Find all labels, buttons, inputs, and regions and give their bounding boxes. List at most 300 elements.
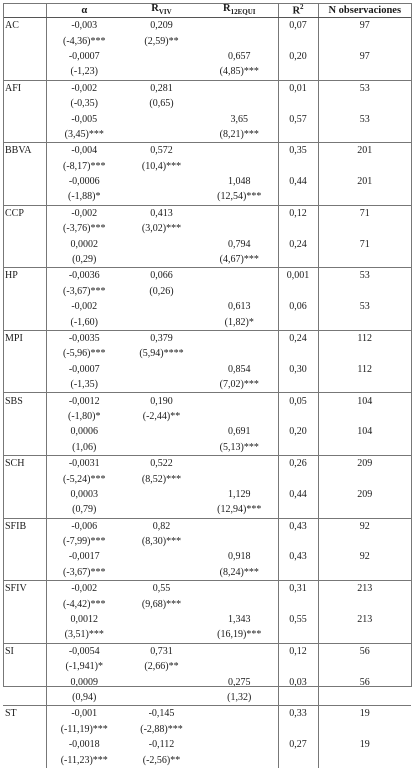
r-viv-cell: 0,731 — [150, 645, 173, 657]
r-viv-cell: 0,55 — [152, 583, 171, 595]
alpha-cell: -0,005 — [46, 111, 122, 126]
entity-label — [3, 752, 46, 767]
r-squared-cell: 0,12 — [278, 205, 318, 221]
table-row — [3, 49, 411, 64]
table-row — [3, 752, 411, 767]
r-12equi-cell: (16,19)*** — [201, 627, 278, 643]
n-observaciones-cell — [318, 752, 411, 767]
r-viv-cell — [122, 189, 201, 205]
alpha-cell: (-8,17)*** — [46, 159, 122, 174]
r-12equi-cell — [201, 346, 278, 361]
r-viv-cell: (9,68)*** — [141, 598, 182, 610]
table-row — [3, 377, 411, 393]
entity-label — [3, 674, 46, 689]
alpha-cell: -0,001 — [46, 706, 122, 722]
alpha-cell: -0,0018 — [46, 737, 122, 752]
header-row — [3, 3, 411, 18]
r-squared-cell — [278, 659, 318, 674]
table-row — [3, 534, 411, 549]
n-observaciones-cell — [318, 627, 411, 643]
alpha-cell: (-11,19)*** — [46, 722, 122, 737]
n-observaciones-cell — [318, 159, 411, 174]
r-viv-cell — [122, 690, 201, 706]
entity-label — [3, 111, 46, 126]
r-viv-cell: (-2,88)*** — [140, 723, 183, 735]
r-12equi-cell — [201, 393, 278, 409]
r-viv-cell: (8,30)*** — [141, 536, 182, 548]
table-row — [3, 299, 411, 314]
alpha-cell: -0,0054 — [46, 643, 122, 659]
r-squared-cell — [278, 502, 318, 518]
table-row — [3, 346, 411, 361]
n-observaciones-cell: 92 — [318, 549, 411, 564]
header-entity — [3, 3, 46, 18]
r-viv-cell — [122, 174, 201, 189]
n-observaciones-cell: 104 — [318, 393, 411, 409]
alpha-cell: (3,45)*** — [46, 127, 122, 143]
r-viv-cell: 0,413 — [150, 207, 173, 219]
n-observaciones-cell — [318, 96, 411, 111]
r-squared-cell — [278, 314, 318, 330]
alpha-cell: -0,0007 — [46, 49, 122, 64]
r-viv-cell: (5,94)**** — [139, 348, 184, 360]
alpha-cell: (1,06) — [46, 440, 122, 456]
r-12equi-cell — [201, 455, 278, 471]
alpha-cell: -0,0031 — [46, 455, 122, 471]
r-12equi-cell: (8,21)*** — [201, 127, 278, 143]
r-viv-cell: (2,66)** — [144, 661, 179, 673]
r-12equi-cell: (12,94)*** — [201, 502, 278, 518]
n-observaciones-cell — [318, 252, 411, 268]
r-squared-cell: 0,05 — [278, 393, 318, 409]
table-row — [3, 268, 411, 284]
n-observaciones-cell: 97 — [318, 18, 411, 34]
r-12equi-cell: (1,82)* — [201, 314, 278, 330]
n-observaciones-cell: 53 — [318, 111, 411, 126]
alpha-cell: (-1,35) — [46, 377, 122, 393]
entity-label — [3, 236, 46, 251]
r-12equi-cell — [201, 18, 278, 34]
alpha-cell: (-3,67)*** — [46, 565, 122, 581]
r-squared-cell: 0,03 — [278, 674, 318, 689]
r-viv-cell: (2,59)** — [144, 35, 179, 47]
alpha-cell: (-5,24)*** — [46, 471, 122, 486]
table-row — [3, 581, 411, 597]
header-r-viv: $R_{VIV}$ — [122, 3, 201, 18]
r-viv-cell — [122, 236, 201, 251]
r-12equi-cell: (5,13)*** — [201, 440, 278, 456]
r-12equi-cell: (12,54)*** — [201, 189, 278, 205]
table-row — [3, 159, 411, 174]
r-viv-cell — [122, 111, 201, 126]
table-row — [3, 487, 411, 502]
r-viv-cell — [122, 424, 201, 439]
table-row — [3, 111, 411, 126]
r-12equi-cell — [201, 581, 278, 597]
entity-label — [3, 502, 46, 518]
entity-label: SI — [5, 645, 14, 657]
r-squared-cell: 0,001 — [278, 268, 318, 284]
n-observaciones-cell — [318, 346, 411, 361]
table-row — [3, 393, 411, 409]
entity-label — [3, 174, 46, 189]
alpha-cell: -0,002 — [46, 299, 122, 314]
r-squared-cell: 0,33 — [278, 706, 318, 722]
entity-label — [3, 737, 46, 752]
r-squared-cell — [278, 64, 318, 80]
r-12equi-cell: 0,275 — [228, 676, 251, 688]
entity-label — [3, 377, 46, 393]
table-row — [3, 174, 411, 189]
alpha-cell: (0,79) — [46, 502, 122, 518]
r-12equi-cell: 0,657 — [228, 50, 251, 62]
r-viv-cell — [122, 49, 201, 64]
n-observaciones-cell: 53 — [318, 299, 411, 314]
r-viv-cell — [122, 674, 201, 689]
r-12equi-cell: 3,65 — [230, 113, 248, 125]
r-squared-cell: 0,44 — [278, 487, 318, 502]
r-squared-cell: 0,57 — [278, 111, 318, 126]
entity-label — [3, 440, 46, 456]
n-observaciones-cell — [318, 722, 411, 737]
entity-label — [3, 534, 46, 549]
r-squared-cell — [278, 440, 318, 456]
table-row — [3, 565, 411, 581]
n-observaciones-cell — [318, 596, 411, 611]
r-squared-cell — [278, 346, 318, 361]
n-observaciones-cell — [318, 565, 411, 581]
entity-label: AC — [5, 20, 19, 32]
table-row — [3, 596, 411, 611]
r-squared-cell: 0,20 — [278, 424, 318, 439]
alpha-cell: -0,002 — [46, 581, 122, 597]
r-squared-cell — [278, 159, 318, 174]
r-12equi-cell — [201, 96, 278, 111]
entity-label: SFIB — [5, 520, 27, 532]
r-12equi-cell — [201, 471, 278, 486]
n-observaciones-cell — [318, 471, 411, 486]
n-observaciones-cell: 56 — [318, 643, 411, 659]
n-observaciones-cell — [318, 33, 411, 48]
table-row — [3, 189, 411, 205]
r-12equi-cell: (7,02)*** — [201, 377, 278, 393]
r-12equi-cell: 1,048 — [228, 176, 251, 188]
r-12equi-cell — [201, 737, 278, 752]
r-viv-cell — [122, 127, 201, 143]
alpha-cell: -0,0006 — [46, 174, 122, 189]
r-squared-cell: 0,06 — [278, 299, 318, 314]
alpha-cell: 0,0009 — [46, 674, 122, 689]
alpha-cell: (-1,23) — [46, 64, 122, 80]
r-viv-cell: 0,82 — [152, 520, 171, 532]
table-row — [3, 455, 411, 471]
n-observaciones-cell: 97 — [318, 49, 411, 64]
n-observaciones-cell: 53 — [318, 80, 411, 96]
n-observaciones-cell — [318, 127, 411, 143]
r-viv-cell: (3,02)*** — [141, 223, 182, 235]
r-viv-cell: -0,145 — [148, 708, 175, 720]
entity-label — [3, 299, 46, 314]
r-12equi-cell — [201, 80, 278, 96]
entity-label — [3, 690, 46, 706]
alpha-cell: -0,0007 — [46, 362, 122, 377]
r-viv-cell: 0,572 — [150, 145, 173, 157]
table-row — [3, 284, 411, 299]
table-row — [3, 674, 411, 689]
alpha-cell: (3,51)*** — [46, 627, 122, 643]
r-12equi-cell: (1,32) — [201, 690, 278, 706]
entity-label: SFIV — [5, 583, 27, 595]
r-squared-cell: 0,55 — [278, 612, 318, 627]
alpha-cell: (-4,42)*** — [46, 596, 122, 611]
n-observaciones-cell: 213 — [318, 612, 411, 627]
entity-label — [3, 362, 46, 377]
alpha-cell: 0,0012 — [46, 612, 122, 627]
r-viv-cell — [122, 549, 201, 564]
alpha-cell: (-4,36)*** — [46, 33, 122, 48]
r-squared-cell: 0,24 — [278, 330, 318, 346]
alpha-cell: (0,94) — [46, 690, 122, 706]
r-squared-cell: 0,31 — [278, 581, 318, 597]
n-observaciones-cell: 209 — [318, 487, 411, 502]
r-viv-cell — [122, 440, 201, 456]
table-row — [3, 33, 411, 48]
r-12equi-cell — [201, 268, 278, 284]
entity-label — [3, 659, 46, 674]
r-viv-cell — [122, 487, 201, 502]
r-12equi-cell: 1,129 — [228, 488, 251, 500]
entity-label — [3, 189, 46, 205]
r-12equi-cell — [201, 284, 278, 299]
r-squared-cell — [278, 471, 318, 486]
entity-label: ST — [5, 708, 17, 720]
entity-label — [3, 487, 46, 502]
alpha-cell: (-5,96)*** — [46, 346, 122, 361]
r-squared-cell: 0,43 — [278, 518, 318, 534]
r-squared-cell — [278, 33, 318, 48]
entity-label — [3, 314, 46, 330]
entity-label — [3, 159, 46, 174]
r-12equi-cell — [201, 143, 278, 159]
r-12equi-cell — [201, 596, 278, 611]
entity-label: CCP — [5, 207, 24, 219]
r-12equi-cell: 0,854 — [228, 363, 251, 375]
alpha-cell: (-7,99)*** — [46, 534, 122, 549]
r-squared-cell: 0,26 — [278, 455, 318, 471]
n-observaciones-cell — [318, 377, 411, 393]
r-12equi-cell: (8,24)*** — [201, 565, 278, 581]
entity-label — [3, 284, 46, 299]
alpha-cell: -0,003 — [46, 18, 122, 34]
r-12equi-cell: (4,67)*** — [201, 252, 278, 268]
entity-label: SBS — [5, 395, 23, 407]
r-12equi-cell — [201, 409, 278, 424]
r-squared-cell: 0,35 — [278, 143, 318, 159]
entity-label: MPI — [5, 333, 23, 344]
r-viv-cell — [122, 299, 201, 314]
r-viv-cell: 0,281 — [150, 82, 173, 94]
n-observaciones-cell: 19 — [318, 706, 411, 722]
r-12equi-cell: 0,691 — [228, 426, 251, 438]
table-row — [3, 314, 411, 330]
alpha-cell: (0,29) — [46, 252, 122, 268]
r-viv-cell: (-2,44)** — [142, 410, 181, 422]
r-12equi-cell — [201, 722, 278, 737]
r-viv-cell: (8,52)*** — [141, 473, 182, 485]
entity-label — [3, 722, 46, 737]
n-observaciones-cell: 209 — [318, 455, 411, 471]
table-row — [3, 722, 411, 737]
r-viv-cell — [122, 314, 201, 330]
entity-label: HP — [5, 270, 18, 282]
r-viv-cell: (10,4)*** — [141, 160, 182, 172]
r-12equi-cell — [201, 706, 278, 722]
r-12equi-cell: 1,343 — [228, 614, 251, 626]
r-viv-cell: (0,65) — [149, 98, 174, 110]
table-row — [3, 440, 411, 456]
r-12equi-cell: (4,85)*** — [201, 64, 278, 80]
r-squared-cell: 0,24 — [278, 236, 318, 251]
n-observaciones-cell: 201 — [318, 143, 411, 159]
r-12equi-cell — [201, 643, 278, 659]
table-row — [3, 706, 411, 722]
entity-label: SCH — [5, 458, 25, 470]
n-observaciones-cell: 92 — [318, 518, 411, 534]
r-squared-cell — [278, 752, 318, 767]
r-viv-cell — [122, 565, 201, 581]
r-viv-cell: (-2,56)** — [142, 754, 181, 766]
header-n-observaciones: N observaciones — [318, 3, 411, 18]
alpha-cell: -0,0035 — [46, 330, 122, 346]
table-row — [3, 409, 411, 424]
r-squared-cell — [278, 409, 318, 424]
alpha-cell: -0,0012 — [46, 393, 122, 409]
r-12equi-cell — [201, 659, 278, 674]
n-observaciones-cell — [318, 314, 411, 330]
entity-label — [3, 346, 46, 361]
table-row — [3, 96, 411, 111]
n-observaciones-cell: 56 — [318, 674, 411, 689]
r-viv-cell — [122, 252, 201, 268]
entity-label — [3, 424, 46, 439]
r-viv-cell: 0,190 — [150, 395, 173, 407]
r-12equi-cell — [201, 330, 278, 346]
table-row — [3, 627, 411, 643]
entity-label — [3, 127, 46, 143]
alpha-cell: (-3,76)*** — [46, 221, 122, 236]
header-alpha: α — [46, 3, 122, 18]
entity-label — [3, 252, 46, 268]
r-squared-cell — [278, 252, 318, 268]
table-row — [3, 236, 411, 251]
r-12equi-cell — [201, 518, 278, 534]
entity-label — [3, 49, 46, 64]
n-observaciones-cell: 201 — [318, 174, 411, 189]
r-12equi-cell — [201, 752, 278, 767]
table-row — [3, 127, 411, 143]
entity-label — [3, 96, 46, 111]
n-observaciones-cell — [318, 221, 411, 236]
r-squared-cell — [278, 189, 318, 205]
r-12equi-cell — [201, 221, 278, 236]
r-12equi-cell: 0,613 — [228, 301, 251, 313]
table-row — [3, 221, 411, 236]
r-viv-cell: -0,112 — [148, 739, 175, 751]
table-row — [3, 737, 411, 752]
table-row — [3, 80, 411, 96]
r-viv-cell: (0,26) — [149, 285, 174, 297]
alpha-cell: -0,002 — [46, 80, 122, 96]
table-row — [3, 143, 411, 159]
r-12equi-cell: 0,794 — [228, 238, 251, 250]
r-squared-cell: 0,12 — [278, 643, 318, 659]
n-observaciones-cell: 112 — [318, 330, 411, 346]
r-squared-cell: 0,20 — [278, 49, 318, 64]
table-row — [3, 502, 411, 518]
table-row — [3, 471, 411, 486]
entity-label — [3, 549, 46, 564]
entity-label — [3, 627, 46, 643]
alpha-cell: -0,002 — [46, 205, 122, 221]
r-squared-cell — [278, 596, 318, 611]
table-row — [3, 690, 411, 706]
r-squared-cell — [278, 627, 318, 643]
table-row — [3, 252, 411, 268]
r-squared-cell — [278, 127, 318, 143]
r-viv-cell — [122, 612, 201, 627]
entity-label — [3, 565, 46, 581]
r-viv-cell — [122, 502, 201, 518]
r-squared-cell: 0,27 — [278, 737, 318, 752]
alpha-cell: 0,0003 — [46, 487, 122, 502]
r-12equi-cell: 0,918 — [228, 551, 251, 563]
table-row — [3, 424, 411, 439]
n-observaciones-cell: 104 — [318, 424, 411, 439]
alpha-cell: (-1,60) — [46, 314, 122, 330]
r-viv-cell: 0,209 — [150, 20, 173, 32]
alpha-cell: (-0,35) — [46, 96, 122, 111]
entity-label — [3, 596, 46, 611]
alpha-cell: -0,0036 — [46, 268, 122, 284]
table-row — [3, 659, 411, 674]
table-row — [3, 18, 411, 34]
table-row — [3, 549, 411, 564]
n-observaciones-cell — [318, 440, 411, 456]
regression-table — [3, 3, 411, 768]
n-observaciones-cell — [318, 284, 411, 299]
entity-label — [3, 221, 46, 236]
r-squared-cell — [278, 534, 318, 549]
alpha-cell: (-1,80)* — [46, 409, 122, 424]
alpha-cell: 0,0002 — [46, 236, 122, 251]
table-row — [3, 330, 411, 346]
table-row — [3, 612, 411, 627]
alpha-cell: (-1,941)* — [46, 659, 122, 674]
r-12equi-cell — [201, 205, 278, 221]
r-squared-cell — [278, 377, 318, 393]
r-squared-cell: 0,07 — [278, 18, 318, 34]
r-12equi-cell — [201, 159, 278, 174]
r-viv-cell: 0,379 — [150, 333, 173, 344]
entity-label — [3, 471, 46, 486]
r-squared-cell — [278, 284, 318, 299]
entity-label — [3, 409, 46, 424]
n-observaciones-cell — [318, 502, 411, 518]
n-observaciones-cell: 213 — [318, 581, 411, 597]
n-observaciones-cell — [318, 659, 411, 674]
entity-label — [3, 64, 46, 80]
table-row — [3, 362, 411, 377]
